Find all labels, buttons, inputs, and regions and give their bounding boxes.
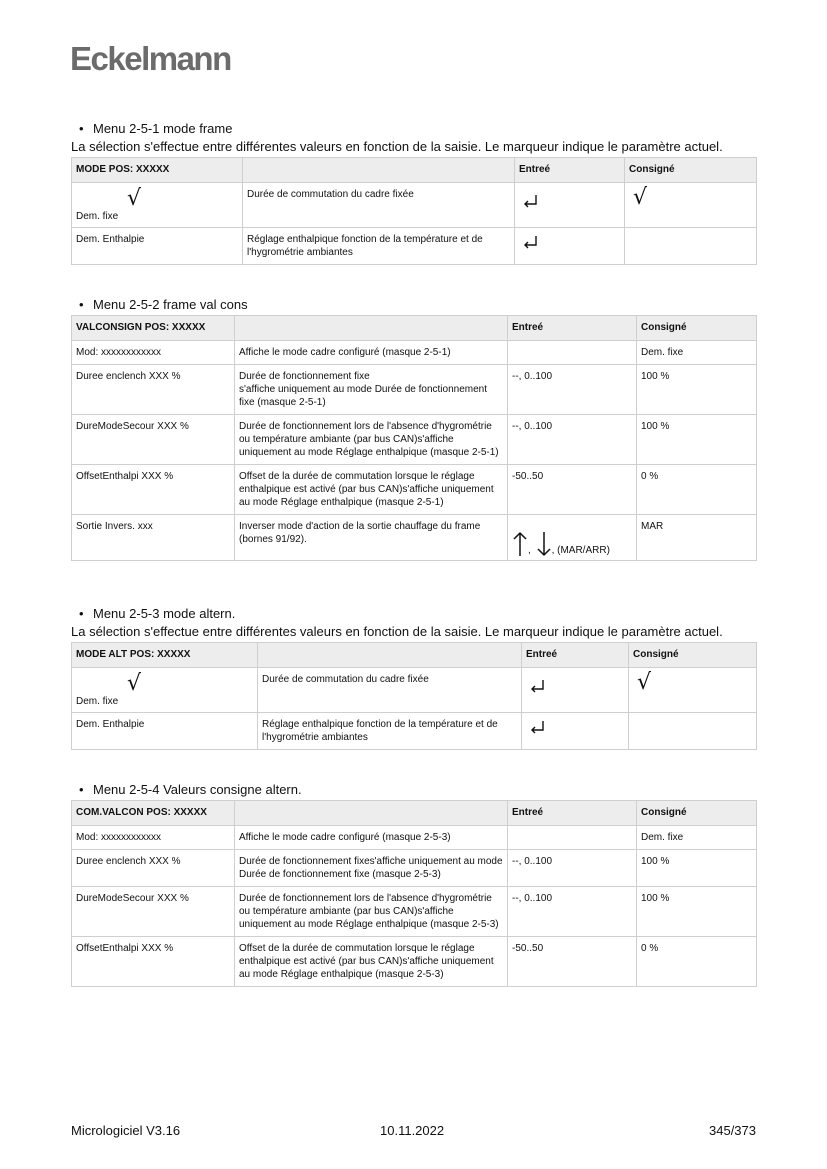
param-cell: OffsetEnthalpi XXX % (72, 937, 235, 987)
footer-software-version: Micrologiciel V3.16 (71, 1123, 181, 1138)
mode-frame-table (71, 157, 757, 265)
header-cell: COM.VALCON POS: XXXXX (72, 801, 235, 826)
table-header-row (72, 643, 757, 668)
consigne-cell: 0 % (637, 465, 757, 515)
bullet-text: Menu 2-5-2 frame val cons (93, 297, 248, 312)
entree-cell (508, 826, 637, 850)
section-menu-2-5-1 (71, 121, 756, 265)
table-row (72, 826, 757, 850)
desc-cell: Affiche le mode cadre configuré (masque 2-5-3) (235, 826, 508, 850)
check-icon: √ (633, 185, 648, 210)
table-row (72, 713, 757, 750)
table-row (72, 887, 757, 937)
desc-cell: Réglage enthalpique fonction de la température et de l'hygrométrie ambiantes (243, 228, 515, 265)
table-row (72, 228, 757, 265)
intro-paragraph: La sélection s'effectue entre différentes valeurs en fonction de la saisie. Le marqueur indique le paramètre actuel. (71, 624, 723, 639)
intro-paragraph: La sélection s'effectue entre différentes valeurs en fonction de la saisie. Le marqueur indique le paramètre actuel. (71, 139, 723, 154)
desc-cell (235, 365, 508, 415)
param-label: Dem. fixe (76, 211, 119, 222)
header-cell: Entreé (515, 158, 625, 183)
entree-cell (515, 228, 625, 265)
consigne-cell (625, 228, 757, 265)
footer-page-number: 345/373 (709, 1123, 756, 1138)
param-cell: OffsetEnthalpi XXX % (72, 465, 235, 515)
header-cell: Consigné (637, 316, 757, 341)
param-cell (72, 668, 258, 713)
entree-cell: --, 0..100 (508, 415, 637, 465)
consigne-cell: MAR (637, 515, 757, 561)
entree-cell: -50..50 (508, 465, 637, 515)
header-cell: Entreé (508, 801, 637, 826)
consigne-cell: Dem. fixe (637, 341, 757, 365)
consigne-cell: 100 % (637, 850, 757, 887)
header-cell: Entreé (522, 643, 629, 668)
param-cell: DureModeSecour XXX % (72, 415, 235, 465)
table-row (72, 415, 757, 465)
desc-cell: Affiche le mode cadre configuré (masque 2-5-1) (235, 341, 508, 365)
param-cell: Mod: xxxxxxxxxxxx (72, 826, 235, 850)
consigne-cell (629, 668, 757, 713)
desc-cell: Durée de fonctionnement lors de l'absence d'hygrométrie ou température ambiante (par bus CAN)s'affiche uniquement au mode Réglage enthalpique (masque 2-5-1) (235, 415, 508, 465)
header-cell: Consigné (629, 643, 757, 668)
desc-cell: Durée de commutation du cadre fixée (243, 183, 515, 228)
entree-cell: --, 0..100 (508, 887, 637, 937)
entree-suffix: , (MAR/ARR) (551, 545, 610, 556)
check-icon: √ (637, 670, 652, 695)
enter-icon (530, 679, 546, 693)
header-cell (235, 316, 508, 341)
param-cell (72, 183, 243, 228)
entree-cell (515, 183, 625, 228)
param-cell: Mod: xxxxxxxxxxxx (72, 341, 235, 365)
table-row (72, 515, 757, 561)
param-cell: Dem. Enthalpie (72, 713, 258, 750)
table-header-row (72, 316, 757, 341)
param-cell: Duree enclench XXX % (72, 850, 235, 887)
section-bullet: • Menu 2-5-4 Valeurs consigne altern. (79, 782, 302, 797)
entree-cell (508, 341, 637, 365)
entree-cell: --, 0..100 (508, 850, 637, 887)
consigne-cell: 100 % (637, 365, 757, 415)
header-cell (258, 643, 522, 668)
desc-line: Durée de fonctionnement fixe (239, 371, 370, 382)
enter-icon (530, 720, 546, 734)
section-bullet: • Menu 2-5-1 mode frame (79, 121, 233, 136)
table-row (72, 465, 757, 515)
arrow-down-icon (536, 531, 552, 557)
param-cell: Sortie Invers. xxx (72, 515, 235, 561)
desc-cell: Durée de fonctionnement lors de l'absence d'hygrométrie ou température ambiante (par bus CAN)s'affiche uniquement au mode Réglage enthalpique (masque 2-5-3) (235, 887, 508, 937)
param-cell: Dem. Enthalpie (72, 228, 243, 265)
header-cell: MODE POS: XXXXX (72, 158, 243, 183)
desc-cell: Réglage enthalpique fonction de la température et de l'hygrométrie ambiantes (258, 713, 522, 750)
section-bullet: • Menu 2-5-2 frame val cons (79, 297, 248, 312)
consigne-cell: 0 % (637, 937, 757, 987)
consigne-cell: 100 % (637, 887, 757, 937)
bullet-text: Menu 2-5-3 mode altern. (93, 606, 236, 621)
mode-altern-table (71, 642, 757, 750)
table-row (72, 850, 757, 887)
section-bullet: • Menu 2-5-3 mode altern. (79, 606, 236, 621)
entree-cell (522, 713, 629, 750)
section-menu-2-5-4 (71, 782, 756, 987)
entree-cell: --, 0..100 (508, 365, 637, 415)
header-cell: Consigné (637, 801, 757, 826)
table-row (72, 937, 757, 987)
check-icon: √ (127, 671, 142, 696)
header-cell: VALCONSIGN POS: XXXXX (72, 316, 235, 341)
desc-cell: Durée de fonctionnement fixes'affiche uniquement au mode Durée de fonctionnement fixe (masque 2-5-3) (235, 850, 508, 887)
table-row (72, 183, 757, 228)
arrow-up-icon (512, 531, 528, 557)
section-menu-2-5-3 (71, 606, 756, 750)
header-cell (235, 801, 508, 826)
desc-cell: Offset de la durée de commutation lorsque le réglage enthalpique est activé (par bus CAN)s'affiche uniquement au mode Réglage enthalpique (masque 2-5-1) (235, 465, 508, 515)
desc-cell: Inverser mode d'action de la sortie chauffage du frame (bornes 91/92). (235, 515, 508, 561)
desc-line: s'affiche uniquement au mode Durée de fonctionnement fixe (masque 2-5-1) (239, 384, 487, 408)
check-icon: √ (127, 186, 142, 211)
table-row (72, 365, 757, 415)
table-row (72, 668, 757, 713)
entree-cell (522, 668, 629, 713)
header-cell: MODE ALT POS: XXXXX (72, 643, 258, 668)
company-logo: Eckelmann (70, 40, 231, 77)
bullet-text: Menu 2-5-4 Valeurs consigne altern. (93, 782, 302, 797)
valeurs-consigne-altern-table (71, 800, 757, 987)
desc-cell: Durée de commutation du cadre fixée (258, 668, 522, 713)
desc-cell: Offset de la durée de commutation lorsque le réglage enthalpique est activé (par bus CAN)s'affiche uniquement au mode Réglage enthalpique (masque 2-5-3) (235, 937, 508, 987)
entree-cell: -50..50 (508, 937, 637, 987)
header-cell: Entreé (508, 316, 637, 341)
footer-date: 10.11.2022 (380, 1123, 445, 1138)
entree-separator: , (528, 545, 531, 556)
enter-icon (523, 194, 539, 208)
param-label: Dem. fixe (76, 696, 119, 707)
table-row (72, 341, 757, 365)
consigne-cell: 100 % (637, 415, 757, 465)
section-menu-2-5-2 (71, 297, 756, 561)
consigne-cell: Dem. fixe (637, 826, 757, 850)
param-cell: DureModeSecour XXX % (72, 887, 235, 937)
table-header-row (72, 158, 757, 183)
table-header-row (72, 801, 757, 826)
enter-icon (523, 235, 539, 249)
consigne-cell (629, 713, 757, 750)
header-cell: Consigné (625, 158, 757, 183)
param-cell: Duree enclench XXX % (72, 365, 235, 415)
entree-cell (508, 515, 637, 561)
header-cell (243, 158, 515, 183)
consigne-cell (625, 183, 757, 228)
bullet-text: Menu 2-5-1 mode frame (93, 121, 233, 136)
frame-val-cons-table (71, 315, 757, 561)
